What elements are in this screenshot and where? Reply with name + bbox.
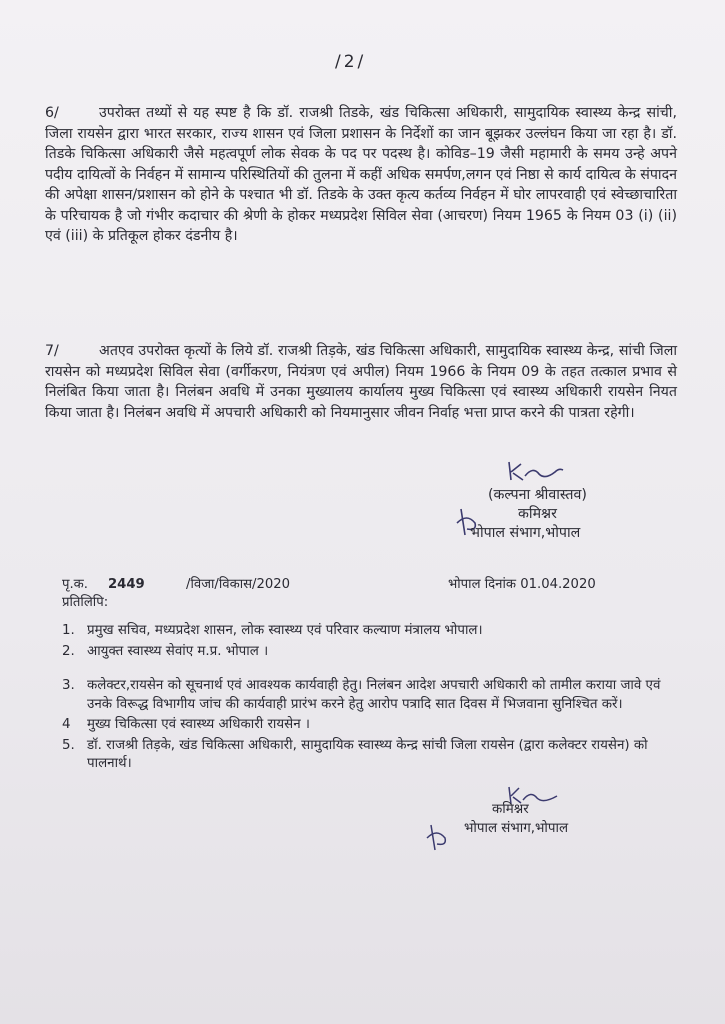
signatory-designation: कमिश्नर bbox=[518, 506, 557, 522]
list-item-number: 5. bbox=[62, 737, 75, 753]
reference-number: 2449 bbox=[108, 577, 145, 592]
signatory-name: (कल्पना श्रीवास्तव) bbox=[488, 487, 587, 503]
list-item-number: 3. bbox=[62, 678, 75, 693]
signature-block-2 bbox=[440, 800, 640, 838]
list-item bbox=[62, 716, 672, 735]
signature-initials-1 bbox=[505, 458, 565, 484]
list-item-text: आयुक्त स्वास्थ्य सेवांए म.प्र. भोपाल । bbox=[87, 643, 269, 659]
list-item-number: 1. bbox=[62, 623, 75, 638]
list-item bbox=[62, 622, 672, 641]
reference-date-label: भोपाल दिनांक bbox=[448, 577, 517, 592]
copy-list bbox=[62, 622, 672, 780]
signatory-office-2: भोपाल संभाग,भोपाल bbox=[464, 821, 569, 836]
signature-block-1 bbox=[470, 486, 648, 543]
reference-line bbox=[62, 576, 672, 612]
list-item-number: 4 bbox=[62, 717, 71, 732]
list-item bbox=[62, 677, 672, 714]
list-item-number: 2. bbox=[62, 643, 75, 659]
reference-prefix: पृ.क. bbox=[62, 577, 89, 592]
list-item bbox=[62, 737, 672, 774]
signatory-designation-2: कमिश्नर bbox=[492, 802, 529, 817]
paragraph-7 bbox=[45, 341, 677, 423]
list-item bbox=[62, 643, 672, 662]
list-item-text: डॉ. राजश्री तिड़के, खंड चिकित्सा अधिकारी, सामुदायिक स्वास्थ्य केन्द्र सांची जिला रायसेन (द्वारा कलेक्टर रायसेन) को पालनार्थ। bbox=[87, 737, 648, 771]
paragraph-6-number: 6/ bbox=[45, 105, 59, 121]
paragraph-6-text: उपरोक्त तथ्यों से यह स्पष्ट है कि डॉ. राजश्री तिडके, खंड चिकित्सा अधिकारी, सामुदायिक स्वास्थ्य केन्द्र सांची, जिला रायसेन द्वारा भारत सरकार, राज्य शासन एवं जिला प्रशासन के निर्देशों का जान बूझकर उल्लंघन किया जा रहा है। डॉ. तिडके चिकित्सा अधिकारी जैसे महत्वपूर्ण लोक सेवक के पद पर पदस्थ है। कोविड–19 जैसी महामारी के समय उन्हे अपने पदीय दायित्वों के निर्वहन में सामान्य परिस्थितियों की तुलना में कहीं अधिक समर्पण,लगन एवं निष्ठा से कार्य दायित्व के संपादन की अपेक्षा शासन/प्रशासन को होने के पश्चात भी डॉ. तिडके के उक्त कृत्य कर्तव्य निर्वहन में घोर लापरवाही एवं स्वेच्छाचारिता के परिचायक है जो गंभीर कदाचार की श्रेणी के होकर मध्यप्रदेश सिविल सेवा (आचरण) नियम 1965 के नियम 03 (i) (ii) एवं (iii) के प्रतिकूल होकर दंडनीय है। bbox=[45, 105, 677, 244]
copy-label: प्रतिलिपि: bbox=[62, 595, 109, 610]
list-item-text: प्रमुख सचिव, मध्यप्रदेश शासन, लोक स्वास्थ्य एवं परिवार कल्याण मंत्रालय भोपाल। bbox=[87, 623, 483, 638]
reference-file: /विजा/विकास/2020 bbox=[186, 577, 291, 592]
paragraph-7-text: अतएव उपरोक्त कृत्यों के लिये डॉ. राजश्री तिड़के, खंड चिकित्सा अधिकारी, सामुदायिक स्वास्थ्य केन्द्र, सांची जिला रायसेन को मध्यप्रदेश सिविल सेवा (वर्गीकरण, नियंत्रण एवं अपील) नियम 1966 के नियम 09 के तहत तत्काल प्रभाव से निलंबित किया जाता है। निलंबन अवधि में उनका मुख्यालय कार्यालय मुख्य चिकित्सा एवं स्वास्थ्य अधिकारी रायसेन नियत किया जाता है। निलंबन अवधि में अपचारी अधिकारी को नियमानुसार जीवन निर्वाह भत्ता प्राप्त करने की पात्रता रहेगी। bbox=[45, 343, 677, 421]
reference-date: 01.04.2020 bbox=[520, 577, 596, 592]
list-item-text: मुख्य चिकित्सा एवं स्वास्थ्य अधिकारी रायसेन । bbox=[87, 717, 310, 732]
page-number: /2/ bbox=[335, 52, 367, 72]
signatory-office: भोपाल संभाग,भोपाल bbox=[470, 525, 581, 541]
list-item-text: कलेक्टर,रायसेन को सूचनार्थ एवं आवश्यक कार्यवाही हेतु। निलंबन आदेश अपचारी अधिकारी को तामील कराया जावे एवं उनके विरूद्ध विभागीय जांच की कार्यवाही प्रारंभ करने हेतु आरोप पत्रादि सात दिवस में भिजवाना सुनिश्चित करें। bbox=[87, 678, 661, 712]
paragraph-6 bbox=[45, 103, 677, 247]
paragraph-7-number: 7/ bbox=[45, 343, 59, 359]
